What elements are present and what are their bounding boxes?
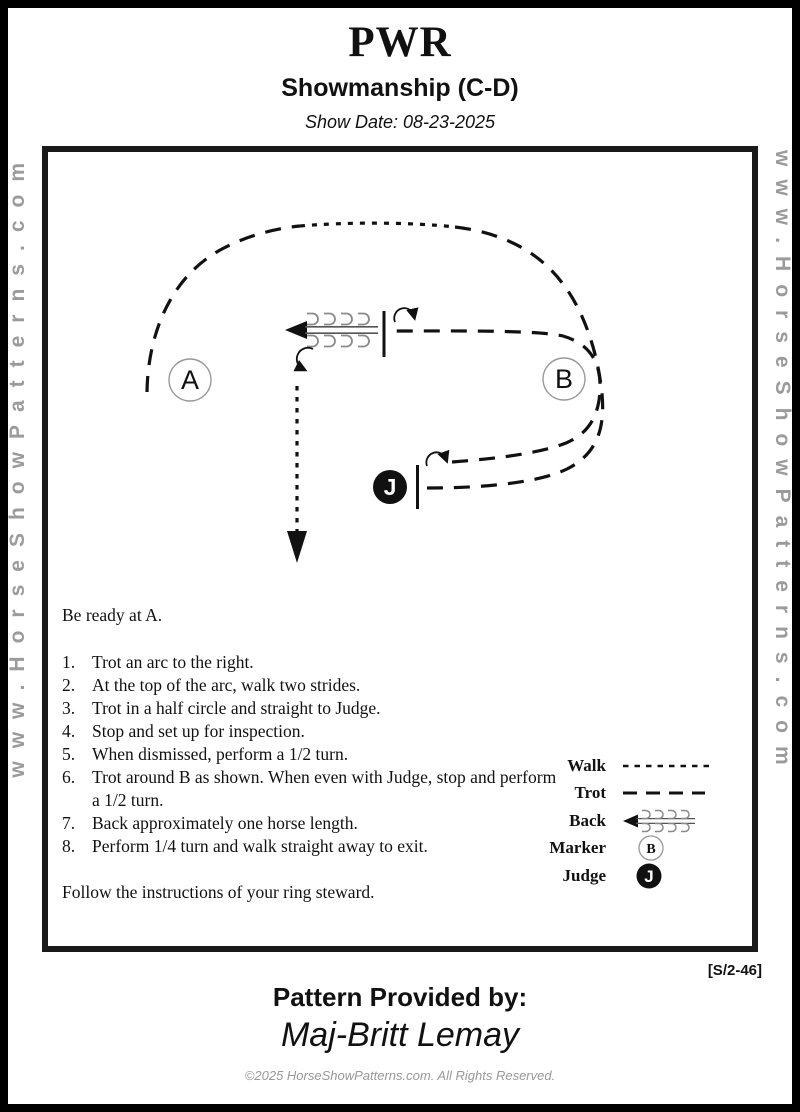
- step-text: When dismissed, perform a 1/2 turn.: [92, 744, 349, 764]
- step-text: Trot around B as shown. When even with Judge, stop and perform a 1/2 turn.: [92, 767, 557, 810]
- half-turn-arrow-judge: [426, 452, 446, 466]
- step-4: [62, 720, 562, 743]
- marker-a: [169, 359, 211, 401]
- step-text: Trot an arc to the right.: [92, 652, 254, 672]
- pattern-diagram: [48, 152, 752, 592]
- legend-marker-label: Marker: [549, 838, 606, 858]
- judge-letter: J: [383, 474, 397, 500]
- step-5: [62, 743, 562, 766]
- legend: [538, 752, 716, 890]
- step-3: [62, 697, 562, 720]
- instructions-intro: Be ready at A.: [62, 605, 163, 625]
- step-6: [62, 766, 562, 812]
- watermark-left: www.HorseShowPatterns.com: [6, 150, 29, 778]
- step-number: 6.: [62, 767, 76, 787]
- instructions-outro: Follow the instructions of your ring steward.: [62, 882, 375, 902]
- watermark-right: www.HorseShowPatterns.com: [771, 150, 794, 778]
- provider-name: Maj-Britt Lemay: [280, 1016, 520, 1054]
- step-text: Back approximately one horse length.: [92, 813, 358, 833]
- pattern-code: [S/2-46]: [707, 962, 762, 979]
- step-8: [62, 835, 562, 858]
- marker-b-letter: B: [554, 364, 574, 394]
- legend-row-back: [538, 807, 716, 835]
- trot-arc-left: [147, 226, 300, 392]
- step-number: 5.: [62, 744, 76, 764]
- marker-a-letter: A: [180, 365, 200, 395]
- provided-by-label: Pattern Provided by:: [272, 982, 528, 1012]
- class-subtitle: Showmanship (C-D): [281, 74, 519, 102]
- step-text: Perform 1/4 turn and walk straight away to exit.: [92, 836, 428, 856]
- instructions: [62, 604, 562, 904]
- trot-arc-right-to-judge: [427, 227, 603, 488]
- quarter-turn-arrow: [297, 348, 313, 369]
- hoofprints: [307, 314, 369, 347]
- half-turn-arrow-center: [394, 308, 414, 322]
- step-text: At the top of the arc, walk two strides.: [92, 675, 361, 695]
- back-symbol: [285, 314, 378, 347]
- step-7: [62, 812, 562, 835]
- legend-row-trot: [538, 780, 716, 808]
- marker-b: [543, 358, 585, 400]
- legend-trot-label: Trot: [574, 783, 606, 803]
- step-number: 2.: [62, 675, 76, 695]
- step-number: 1.: [62, 652, 76, 672]
- step-number: 3.: [62, 698, 76, 718]
- copyright-notice: ©2025 HorseShowPatterns.com. All Rights Reserved.: [244, 1068, 556, 1083]
- show-date: Show Date: 08-23-2025: [304, 112, 496, 132]
- legend-marker-letter: B: [646, 842, 656, 858]
- step-1: [62, 651, 562, 674]
- legend-row-walk: [538, 752, 716, 780]
- walk-segment-top: [300, 223, 455, 227]
- judge-circle-icon: [621, 862, 716, 890]
- marker-circle-icon: [621, 834, 716, 862]
- step-2: [62, 674, 562, 697]
- step-number: 8.: [62, 836, 76, 856]
- trot-line-icon: [621, 789, 716, 797]
- judge-marker: [373, 470, 407, 504]
- back-arrow-icon: [285, 321, 307, 339]
- exit-arrowhead-icon: [287, 531, 307, 563]
- legend-row-judge: [538, 862, 716, 890]
- legend-row-marker: [538, 835, 716, 863]
- page-title: PWR: [348, 19, 452, 66]
- legend-judge-label: Judge: [562, 865, 606, 885]
- legend-judge-letter: J: [644, 866, 654, 886]
- step-number: 7.: [62, 813, 76, 833]
- walk-line-icon: [621, 762, 716, 770]
- legend-back-label: Back: [569, 810, 606, 830]
- back-symbol-icon: [621, 807, 716, 835]
- step-text: Trot in a half circle and straight to Judge.: [92, 698, 381, 718]
- step-text: Stop and set up for inspection.: [92, 721, 305, 741]
- legend-walk-label: Walk: [567, 755, 606, 775]
- step-number: 4.: [62, 721, 76, 741]
